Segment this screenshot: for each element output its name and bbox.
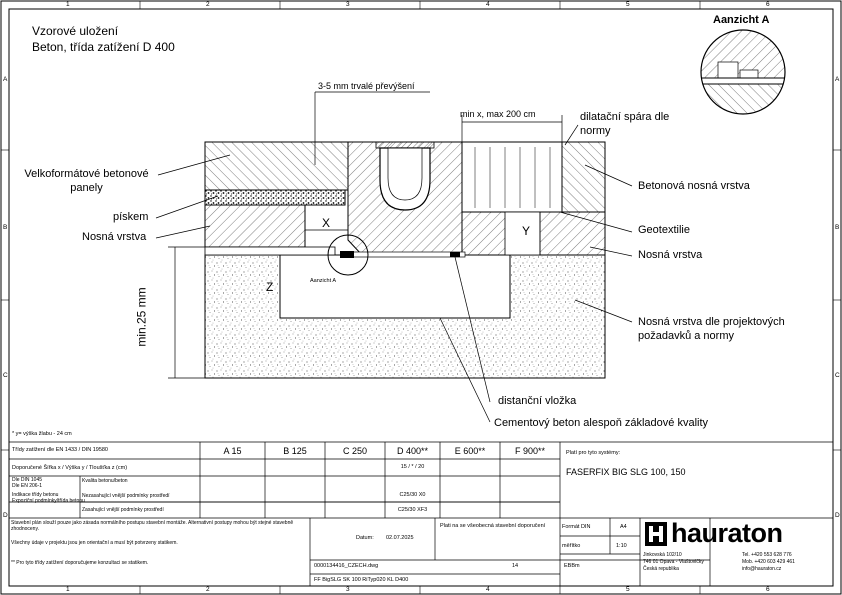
system-value: FASERFIX BIG SLG 100, 150 — [566, 467, 686, 477]
class-b125: B 125 — [283, 446, 307, 456]
system-heading: Platí pro tyto systémy: — [566, 450, 621, 456]
spacer-mark — [450, 252, 460, 257]
telephone: Tel. +420 553 628 776 — [742, 552, 792, 558]
row2-value: 15 / * / 20 — [400, 464, 425, 470]
dim-y: Y — [522, 224, 531, 238]
grid-row-d-right: D — [835, 512, 840, 519]
address-1: Jinkovská 102/10 — [643, 552, 682, 558]
right-slab — [462, 142, 562, 212]
scale-label: měřítko — [562, 543, 581, 549]
class-c250: C 250 — [342, 446, 368, 456]
left-bedding — [205, 247, 335, 255]
row3-label-c: Indikace třídy betonu — [12, 492, 59, 498]
grid-row-c: C — [3, 372, 8, 379]
detail-view — [700, 30, 790, 124]
grid-col-5-bottom: 5 — [626, 586, 630, 593]
grid-col-1: 1 — [66, 1, 70, 8]
grid-row-c-right: C — [835, 372, 840, 379]
title-line-2: Beton, třída zatížení D 400 — [32, 40, 175, 54]
left-concrete-base — [205, 205, 305, 247]
row4-sub: Zasahující vnější podmínky prostředí — [82, 507, 164, 513]
grid-row-b-right: B — [835, 224, 840, 231]
label-concrete-layer: Betonová nosná vrstva — [638, 180, 750, 192]
label-panels: Velkoformátové betonové panely — [24, 168, 149, 194]
label-geotextile: Geotextilie — [638, 224, 690, 236]
row3-label-d: Expoziční podmínky/třída betonu — [12, 498, 85, 504]
grid-col-3-bottom: 3 — [346, 586, 350, 593]
dim-z: Z — [266, 280, 274, 294]
detail-marker-label: Aanzicht A — [310, 278, 336, 284]
file-code: EBBm — [564, 563, 580, 569]
label-cement: Cementový beton alespoň základové kvality — [494, 417, 709, 429]
foundation-block — [280, 255, 510, 318]
dim-min-depth: min.25 mm — [134, 287, 149, 347]
label-base-project: Nosná vrstva dle projektových požadavků a normy — [638, 316, 785, 342]
row3-label-a: Dle DIN 1045 — [12, 477, 43, 483]
company-name: hauraton — [671, 518, 783, 548]
date-label: Datum: — [356, 535, 374, 541]
format-label: Formát DIN — [562, 524, 591, 530]
title-line-1: Vzorové uložení — [32, 24, 119, 38]
file-name: 0000134416_CZECH.dwg — [314, 563, 379, 569]
dim-x: X — [322, 216, 331, 230]
sand-layer — [205, 190, 345, 205]
mobile: Mob. +420 603 429 461 — [742, 559, 795, 565]
concrete-panel — [205, 142, 348, 190]
overheight-label: 3-5 mm trvalé převýšení — [318, 81, 415, 91]
class-f900: F 900** — [514, 446, 546, 456]
grid-row-d: D — [3, 512, 8, 519]
class-a15: A 15 — [223, 446, 242, 456]
label-base-left: Nosná vrstva — [82, 231, 147, 243]
label-joint: dilatační spára dle normy — [580, 111, 670, 137]
doc-label: Plati na se všeobecná stavební doporučení — [440, 523, 546, 529]
row1-label: Třídy zatížení dle EN 1433 / DIN 19580 — [12, 447, 108, 453]
disclaimer-3: ** Pro tyto třídy zatížení doporučujeme konzultaci se statikem. — [11, 560, 149, 566]
max-width-label: min x, max 200 cm — [460, 109, 536, 119]
disclaimer-2: Všechny údaje v projektu jsou jen orientační a musí být potvrzeny statikem. — [11, 540, 178, 546]
grid-col-2: 2 — [206, 1, 210, 8]
label-base-right: Nosná vrstva — [638, 249, 703, 261]
row3-label-b: Dle EN 206-1 — [12, 483, 43, 489]
file-number: 14 — [512, 563, 519, 569]
spacer — [345, 252, 465, 257]
disclaimer-1: Stavební plán slouží pouze jako zásada normálního postupu stavební montáže. Alternativní postupy mohou být stejné stavebně zhodnoceny. — [11, 520, 294, 532]
email: info@hauraton.cz — [742, 566, 782, 572]
grid-col-6: 6 — [766, 1, 770, 8]
detail-heading: Aanzicht A — [713, 14, 770, 26]
row3-sub2: Nezasahující vnější podmínky prostředí — [82, 493, 170, 499]
item-code: FF BigSLG SK 100 RiTyp020 KL D400 — [314, 577, 409, 583]
class-e600: E 600** — [454, 446, 486, 456]
date-value: 02.07.2025 — [386, 535, 414, 541]
grid-col-4: 4 — [486, 1, 490, 8]
row2-label: Doporučené Šířka x / Výška y / Tloušťka z (cm) — [12, 465, 128, 471]
grid-row-a: A — [3, 76, 8, 83]
row3-sub: Kvalita betonu/beton — [82, 478, 128, 484]
label-spacer: distanční vložka — [498, 395, 577, 407]
grid-col-1-bottom: 1 — [66, 586, 70, 593]
grid-row-b: B — [3, 224, 8, 231]
grate — [376, 142, 434, 148]
format-value: A4 — [620, 524, 627, 530]
address-2: 746 01 Opava - Vlaštovičky — [643, 559, 704, 565]
class-d400: D 400** — [396, 446, 429, 456]
grid-col-2-bottom: 2 — [206, 586, 210, 593]
grid-row-a-right: A — [835, 76, 840, 83]
right-slab-joint — [562, 142, 605, 212]
hauraton-logo-mark — [645, 522, 667, 546]
row3-value: C25/30 X0 — [399, 492, 426, 498]
scale-value: 1:10 — [616, 543, 627, 549]
grid-col-6-bottom: 6 — [766, 586, 770, 593]
address-3: Česká republika — [643, 566, 679, 572]
grid-col-5: 5 — [626, 1, 630, 8]
grid-col-3: 3 — [346, 1, 350, 8]
grid-col-4-bottom: 4 — [486, 586, 490, 593]
table-note: * y= výška žlabu - 24 cm — [12, 431, 72, 437]
row4-value: C25/30 XF3 — [397, 507, 428, 513]
label-sand: pískem — [113, 211, 149, 223]
